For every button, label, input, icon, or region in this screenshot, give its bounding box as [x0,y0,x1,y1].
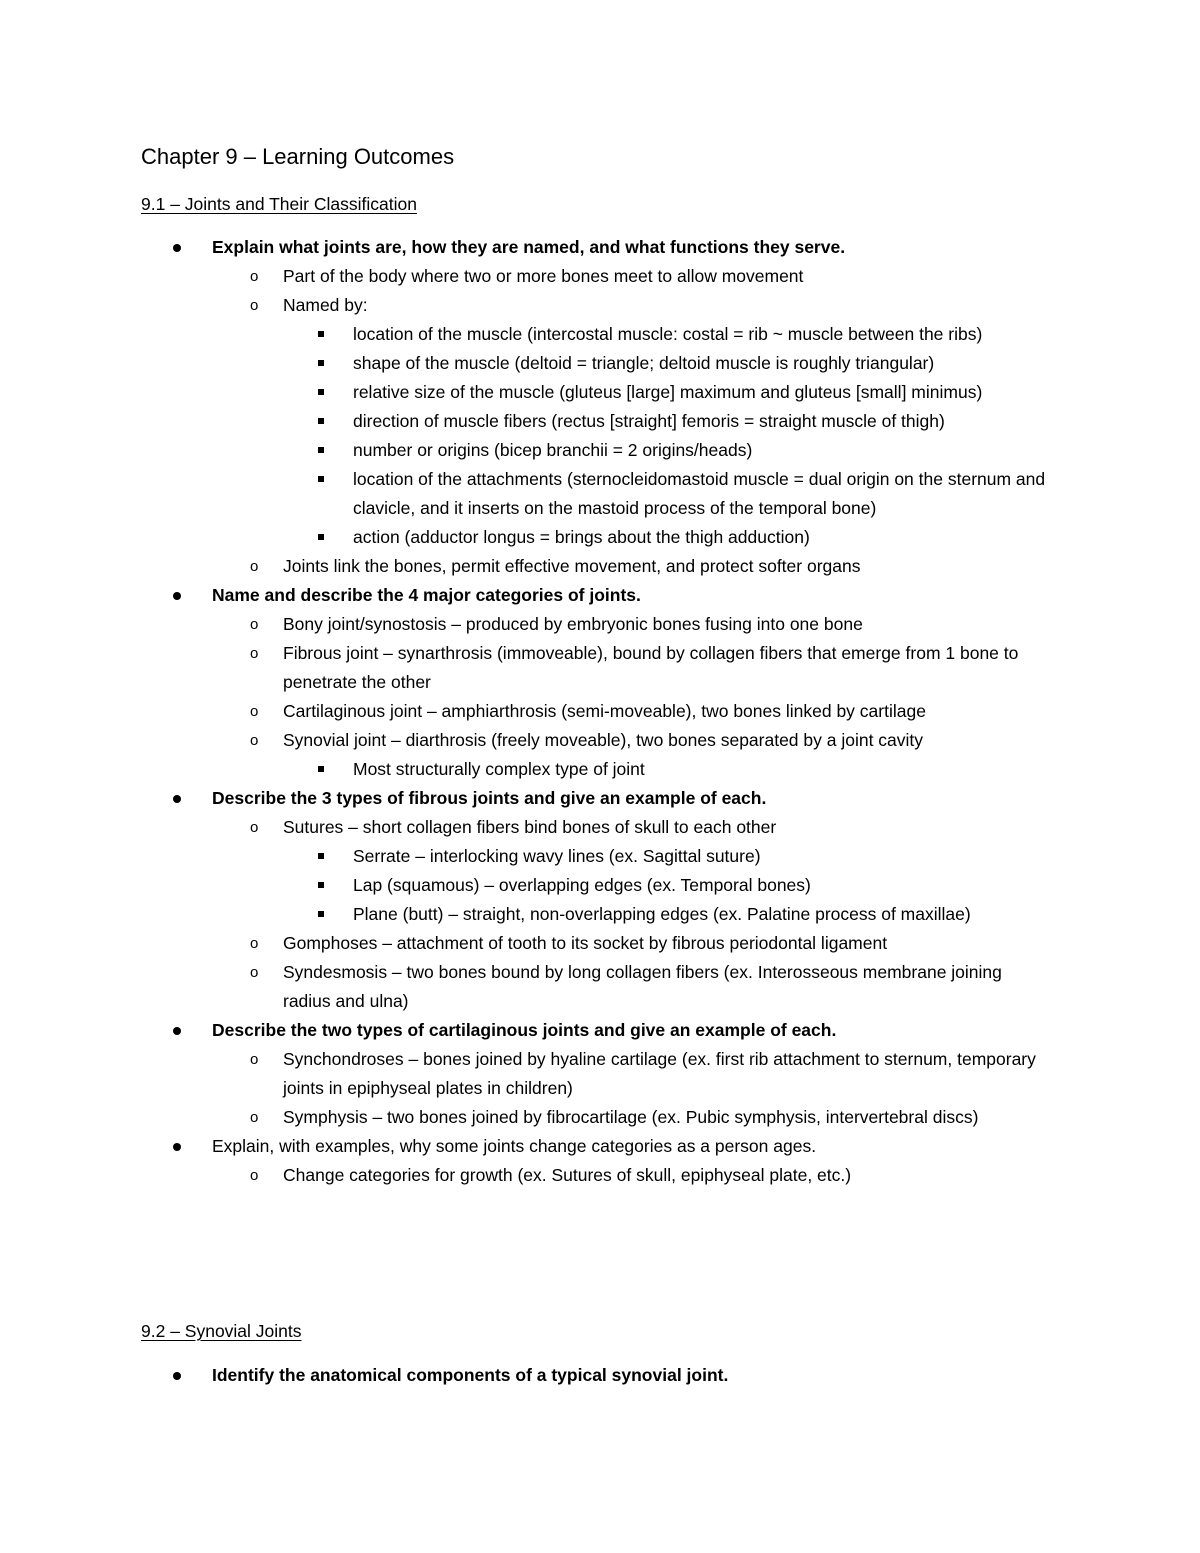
bullet-square-icon [318,331,324,337]
outline-item-text: Bony joint/synostosis – produced by embryonic bones fusing into one bone [283,614,863,634]
outline-item-text: Synovial joint – diarthrosis (freely moveable), two bones separated by a joint cavity [283,730,924,750]
page-title: Chapter 9 – Learning Outcomes [141,144,455,169]
outline-item-text: Most structurally complex type of joint [353,759,645,779]
outline-item-level-2 [0,1161,1050,1190]
bullet-circle-icon: o [250,297,259,314]
outline-item-text: location of the muscle (intercostal muscle: costal = rib ~ muscle between the ribs) [353,324,983,344]
bullet-disc-icon [173,592,181,600]
bullet-square-icon [318,766,324,772]
bullet-square-icon [318,418,324,424]
outline-item-text: Synchondroses – bones joined by hyaline cartilage (ex. first rib attachment to sternum, temporary joints in epiphyseal plates in children) [283,1049,1036,1098]
bullet-square-icon [318,389,324,395]
bullet-disc-icon [173,1027,181,1035]
section-heading-9-1: 9.1 – Joints and Their Classification [141,194,417,214]
bullet-circle-icon: o [250,645,259,662]
outline-item-text: Gomphoses – attachment of tooth to its socket by fibrous periodontal ligament [283,933,888,953]
bullet-circle-icon: o [250,703,259,720]
bullet-circle-icon: o [250,1167,259,1184]
outline-item-level-3 [0,523,1050,552]
bullet-circle-icon: o [250,819,259,836]
outline-item-level-2 [0,813,1050,842]
outline-item-level-1 [0,581,1050,610]
outline-item-level-1 [0,1361,1050,1390]
section-heading-9-2: 9.2 – Synovial Joints [141,1321,302,1341]
outline-item-level-2 [0,697,1050,726]
outline-item-level-1 [0,1132,1050,1161]
outline-item-level-3 [0,378,1050,407]
outline-item-text: Change categories for growth (ex. Sutures of skull, epiphyseal plate, etc.) [283,1165,852,1185]
outline-item-level-2 [0,262,1050,291]
outline-item-level-2 [0,610,1050,639]
outline-item-text: Cartilaginous joint – amphiarthrosis (semi-moveable), two bones linked by cartilage [283,701,926,721]
outline-item-text: action (adductor longus = brings about the thigh adduction) [353,527,810,547]
outline-item-text: Joints link the bones, permit effective movement, and protect softer organs [283,556,861,576]
outline-item-level-3 [0,871,1050,900]
bullet-circle-icon: o [250,935,259,952]
bullet-square-icon [318,360,324,366]
bullet-disc-icon [173,795,181,803]
outline-item-text: location of the attachments (sternocleidomastoid muscle = dual origin on the sternum and clavicle, and it inserts on the mastoid process of the temporal bone) [353,469,1046,518]
bullet-square-icon [318,882,324,888]
outline-item-level-2 [0,291,1050,320]
bullet-square-icon [318,853,324,859]
outline-item-level-3 [0,755,1050,784]
outline-item-level-3 [0,407,1050,436]
outline-item-text: Plane (butt) – straight, non-overlapping edges (ex. Palatine process of maxillae) [353,904,971,924]
outline-item-text: Describe the 3 types of fibrous joints and give an example of each. [212,788,767,808]
bullet-square-icon [318,911,324,917]
outline-item-text: Explain, with examples, why some joints change categories as a person ages. [212,1136,817,1156]
outline-item-text: Describe the two types of cartilaginous joints and give an example of each. [212,1020,837,1040]
bullet-circle-icon: o [250,268,259,285]
outline-item-text: Sutures – short collagen fibers bind bones of skull to each other [283,817,777,837]
outline-item-text: number or origins (bicep branchii = 2 origins/heads) [353,440,753,460]
bullet-circle-icon: o [250,1051,259,1068]
outline-item-text: Lap (squamous) – overlapping edges (ex. Temporal bones) [353,875,811,895]
outline-item-level-2 [0,639,1050,697]
bullet-square-icon [318,476,324,482]
outline-item-level-2 [0,929,1050,958]
bullet-circle-icon: o [250,964,259,981]
bullet-disc-icon [173,244,181,252]
bullet-square-icon [318,534,324,540]
section-list-9-1 [0,233,1200,1190]
bullet-circle-icon: o [250,1109,259,1126]
bullet-circle-icon: o [250,732,259,749]
outline-item-text: Serrate – interlocking wavy lines (ex. Sagittal suture) [353,846,761,866]
bullet-disc-icon [173,1372,181,1380]
bullet-square-icon [318,447,324,453]
outline-item-level-3 [0,842,1050,871]
outline-item-text: Explain what joints are, how they are named, and what functions they serve. [212,237,846,257]
outline-item-level-3 [0,436,1050,465]
outline-item-text: relative size of the muscle (gluteus [large] maximum and gluteus [small] minimus) [353,382,983,402]
section-list-9-2 [0,1361,1200,1390]
outline-item-level-1 [0,233,1050,262]
outline-item-text: Name and describe the 4 major categories of joints. [212,585,641,605]
outline-item-text: direction of muscle fibers (rectus [straight] femoris = straight muscle of thigh) [353,411,945,431]
outline-item-text: Named by: [283,295,368,315]
outline-item-level-2 [0,1045,1050,1103]
outline-item-level-3 [0,465,1050,523]
bullet-circle-icon: o [250,558,259,575]
outline-item-text: Syndesmosis – two bones bound by long collagen fibers (ex. Interosseous membrane joining radius and ulna) [283,962,1002,1011]
outline-item-level-3 [0,320,1050,349]
outline-item-level-1 [0,784,1050,813]
outline-item-text: Identify the anatomical components of a typical synovial joint. [212,1365,729,1385]
outline-item-text: Symphysis – two bones joined by fibrocartilage (ex. Pubic symphysis, intervertebral discs) [283,1107,979,1127]
outline-item-level-1 [0,1016,1050,1045]
outline-item-level-3 [0,349,1050,378]
bullet-disc-icon [173,1143,181,1151]
outline-item-text: Part of the body where two or more bones meet to allow movement [283,266,804,286]
outline-item-text: Fibrous joint – synarthrosis (immoveable), bound by collagen fibers that emerge from 1 bone to penetrate the other [283,643,1019,692]
outline-item-level-2 [0,726,1050,755]
bullet-circle-icon: o [250,616,259,633]
outline-item-level-2 [0,552,1050,581]
outline-item-level-3 [0,900,1050,929]
outline-item-level-2 [0,958,1050,1016]
outline-item-level-2 [0,1103,1050,1132]
outline-item-text: shape of the muscle (deltoid = triangle; deltoid muscle is roughly triangular) [353,353,935,373]
